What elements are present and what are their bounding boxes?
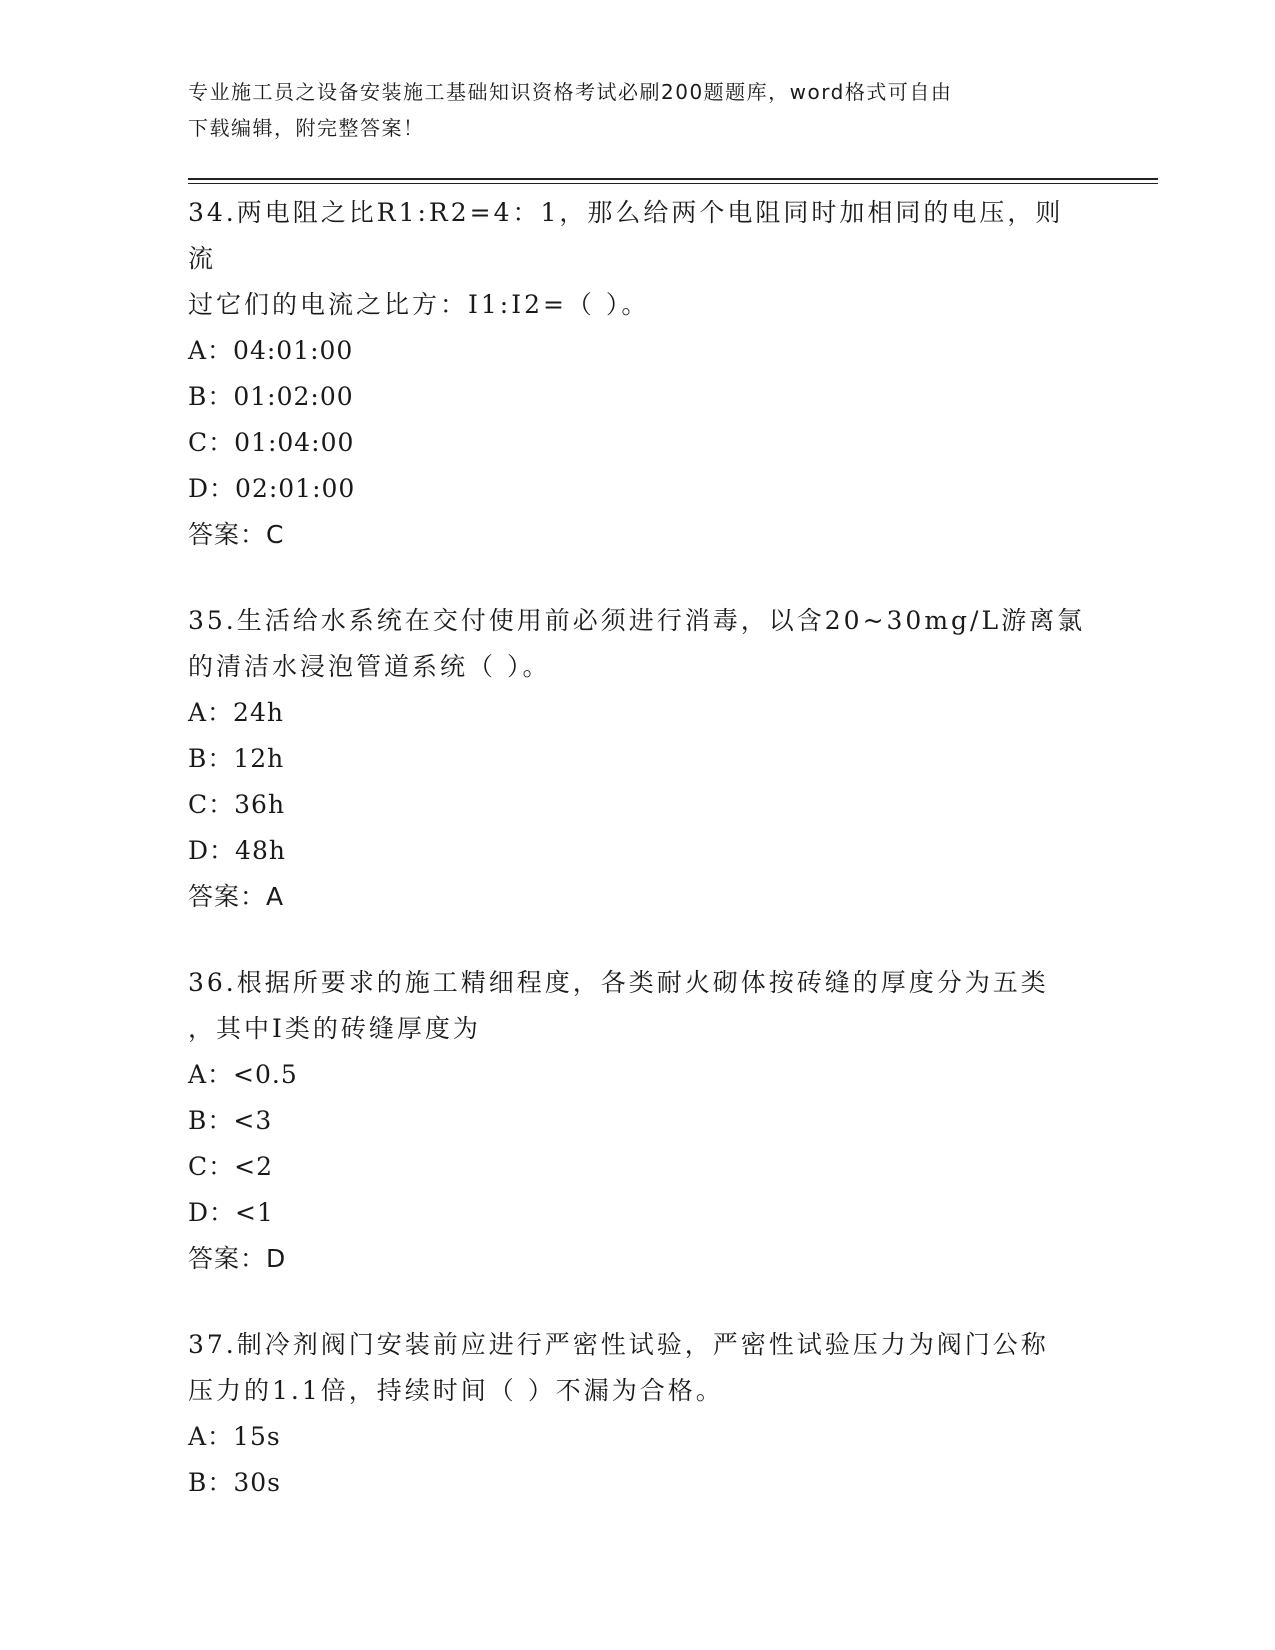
option-d: D：<1 bbox=[188, 1198, 274, 1227]
option-b: B：01:02:00 bbox=[188, 382, 354, 411]
question-36 bbox=[188, 960, 1088, 1282]
option-a: A：15s bbox=[188, 1422, 281, 1451]
question-37 bbox=[188, 1322, 1088, 1506]
option-a: A：04:01:00 bbox=[188, 336, 354, 365]
question-stem-line-1: 36.根据所要求的施工精细程度，各类耐火砌体按砖缝的厚度分为五类 bbox=[188, 968, 1049, 997]
question-stem-line-2: 的清洁水浸泡管道系统（ ）。 bbox=[188, 652, 551, 681]
question-stem-line-2: 压力的1.1倍，持续时间（ ）不漏为合格。 bbox=[188, 1376, 724, 1405]
option-d: D：02:01:00 bbox=[188, 474, 356, 503]
option-c: C：<2 bbox=[188, 1152, 273, 1181]
header-divider-thin bbox=[188, 183, 1158, 184]
answer-text: 答案：C bbox=[188, 520, 285, 549]
option-b: B：<3 bbox=[188, 1106, 273, 1135]
question-stem-line-1: 35.生活给水系统在交付使用前必须进行消毒，以含20~30mg/L游离氯 bbox=[188, 606, 1086, 635]
document-header bbox=[188, 74, 1068, 146]
question-stem-line-1: 37.制冷剂阀门安装前应进行严密性试验，严密性试验压力为阀门公称 bbox=[188, 1330, 1049, 1359]
option-a: A：<0.5 bbox=[188, 1060, 298, 1089]
question-stem-line-2: 过它们的电流之比方：I1:I2=（ ）。 bbox=[188, 290, 650, 319]
option-d: D：48h bbox=[188, 836, 286, 865]
option-b: B：12h bbox=[188, 744, 285, 773]
option-c: C：01:04:00 bbox=[188, 428, 355, 457]
option-a: A：24h bbox=[188, 698, 284, 727]
answer-text: 答案：A bbox=[188, 882, 285, 911]
option-b: B：30s bbox=[188, 1468, 282, 1497]
answer-text: 答案：D bbox=[188, 1244, 287, 1273]
question-35 bbox=[188, 598, 1088, 920]
option-c: C：36h bbox=[188, 790, 286, 819]
header-line-1: 专业施工员之设备安装施工基础知识资格考试必刷200题题库，word格式可自由 bbox=[188, 80, 953, 104]
question-stem-line-1: 34.两电阻之比R1:R2=4：1，那么给两个电阻同时加相同的电压，则流 bbox=[188, 198, 1064, 273]
question-34 bbox=[188, 190, 1088, 558]
question-stem-line-2: ，其中I类的砖缝厚度为 bbox=[188, 1014, 481, 1043]
header-divider-thick bbox=[188, 178, 1158, 180]
header-line-2: 下载编辑，附完整答案！ bbox=[188, 116, 425, 140]
question-list bbox=[188, 190, 1088, 1546]
